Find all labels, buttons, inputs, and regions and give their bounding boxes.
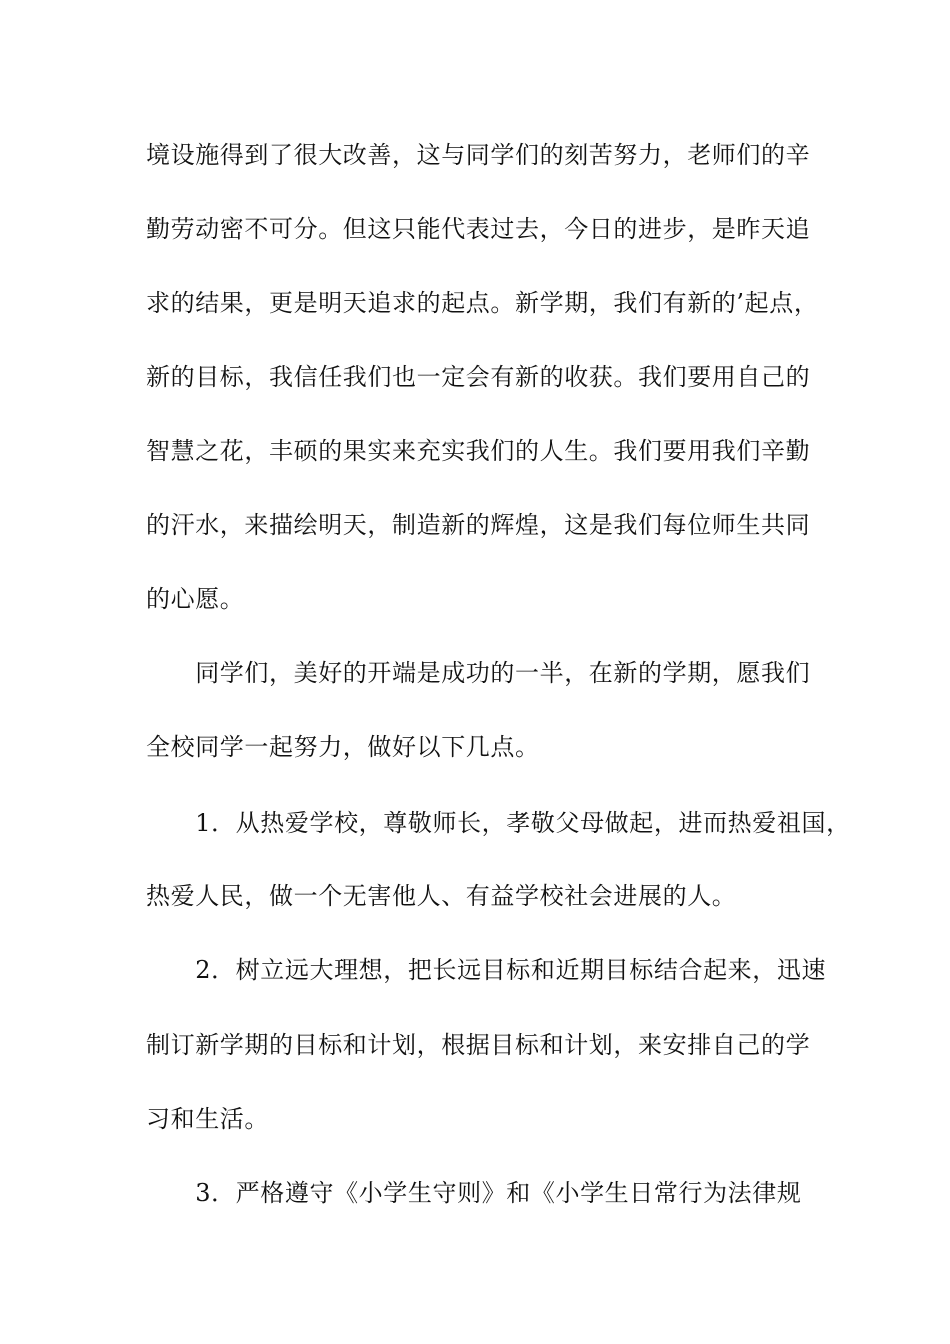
text-line: 热爱人民，做一个无害他人、有益学校社会进展的人。 <box>146 882 737 910</box>
text-line: 制订新学期的目标和计划，根据目标和计划，来安排自己的学 <box>146 1031 811 1059</box>
text-line: 同学们，美好的开端是成功的一半，在新的学期，愿我们 <box>146 659 811 687</box>
text-line: 求的结果，更是明天追求的起点。新学期，我们有新的’起点， <box>146 289 819 317</box>
text-line: 全校同学一起努力，做好以下几点。 <box>146 733 540 761</box>
text-line: 的心愿。 <box>146 585 245 613</box>
text-line: 2．树立远大理想，把长远目标和近期目标结合起来，迅速 <box>146 956 827 984</box>
text-line: 习和生活。 <box>146 1105 269 1133</box>
text-line: 勤劳动密不可分。但这只能代表过去，今日的进步，是昨天追 <box>146 215 811 243</box>
text-line: 1．从热爱学校，尊敬师长，孝敬父母做起，进而热爱祖国， <box>146 809 851 837</box>
text-line: 智慧之花，丰硕的果实来充实我们的人生。我们要用我们辛勤 <box>146 437 811 465</box>
text-line: 境设施得到了很大改善，这与同学们的刻苦努力，老师们的辛 <box>146 141 811 169</box>
text-line: 的汗水，来描绘明天，制造新的辉煌，这是我们每位师生共同 <box>146 511 811 539</box>
text-line: 3．严格遵守《小学生守则》和《小学生日常行为法律规 <box>146 1179 802 1207</box>
text-line: 新的目标，我信任我们也一定会有新的收获。我们要用自己的 <box>146 363 811 391</box>
